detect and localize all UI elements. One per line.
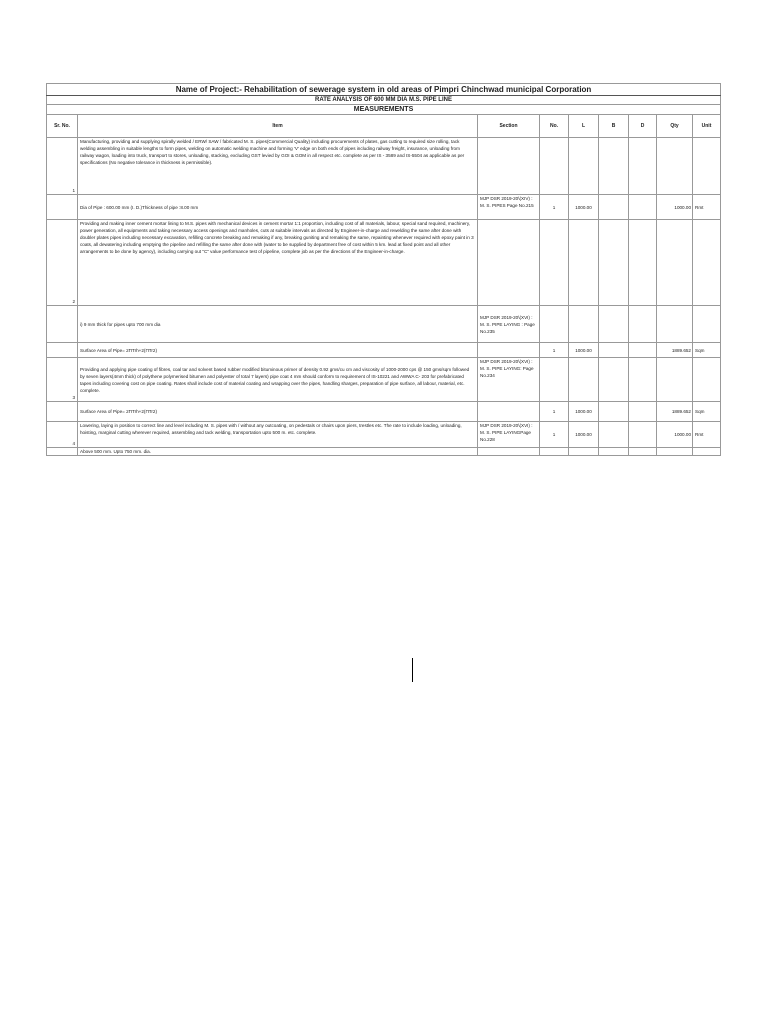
l-cell: 1000.00	[569, 402, 599, 422]
section-cell: MJP DSR 2019-20\(XIV) : M. S. PIPES Page No.215	[478, 195, 540, 220]
no-cell: 1	[540, 343, 569, 358]
item-cell: Above 500 mm. Upto 750 mm. dia.	[78, 448, 478, 456]
item-cell: Providing and applying pipe coating of fibres, coal tar and solvent based rubber modified bituminous primer of density 0.92 gms/cu cm and viscosity of 1000-2000 cps @ 150 gms/sqm followed by seven layers(4mm thick) of polythene polymerised bitumen and polyester of total 7 layers) pipe coat 4 mm should conform to requirement of IS-10221 and AWWA C- 203 for prefabricated tapes including covering cost on pipe coating. Rates shall include cost of material coating and wrapping over the pipes, handling sharges, preparation of pipe surface, all labour, material, etc. complete.	[78, 358, 478, 402]
project-title: Name of Project:- Rehabilitation of sewerage system in old areas of Pimpri Chinchwad municipal Corporation	[47, 84, 721, 96]
qty-cell: 1889.652	[657, 343, 693, 358]
measurement-table	[46, 83, 721, 456]
table-row	[47, 422, 721, 448]
item-cell: Dia of Pipe : 600.00 mm (I. D.)Thickness of pipe :8.00 mm	[78, 195, 478, 220]
l-cell: 1000.00	[569, 343, 599, 358]
l-cell	[569, 358, 599, 402]
unit-cell: Sqm	[693, 402, 721, 422]
b-cell	[599, 402, 629, 422]
b-cell	[599, 448, 629, 456]
text-cursor	[412, 658, 413, 682]
sr-no-cell	[47, 402, 78, 422]
b-cell	[599, 220, 629, 306]
unit-cell	[693, 358, 721, 402]
sr-no-cell: 1	[47, 138, 78, 195]
header-section: Section	[478, 115, 540, 138]
section-cell	[478, 448, 540, 456]
d-cell	[629, 402, 657, 422]
sr-no-cell: 2	[47, 220, 78, 306]
sr-no-cell	[47, 195, 78, 220]
table-row	[47, 448, 721, 456]
qty-cell	[657, 358, 693, 402]
d-cell	[629, 358, 657, 402]
qty-cell	[657, 220, 693, 306]
b-cell	[599, 306, 629, 343]
table-row	[47, 138, 721, 195]
section-cell	[478, 402, 540, 422]
header-d: D	[629, 115, 657, 138]
l-cell	[569, 448, 599, 456]
qty-cell	[657, 138, 693, 195]
item-cell: Providing and making inner cement mortar lining to M.S. pipes with mechanical devices in cement mortar 1:1 proportion, including cost of all materials, labour, special sand required, machinery, power generation, all equipments and taking necessary access openings and manholes, cuts at suitable intervals as directed by Engineer-in-charge and rewelding the same after done with doubler plates pipes including necessary excavation, refilling concrete breaking and remaking if any, breaking guniting and remaking the same, repainting whenever required with epoxy paint in 3 coats, all dewatering including emptying the pipeline and refilling the same after done with (water to be supplied by department free of cost within 5 km. lead at fixed point and all other arrangements to be done by agency), including carrying out "C" value performance test of pipeline, complete job as per the directions of the Engineer-in-charge.	[78, 220, 478, 306]
qty-cell	[657, 448, 693, 456]
header-no: No.	[540, 115, 569, 138]
sr-no-cell: 3	[47, 358, 78, 402]
sr-no-cell	[47, 343, 78, 358]
header-qty: Qty	[657, 115, 693, 138]
d-cell	[629, 306, 657, 343]
section-cell: MJP DSR 2019-20\(XVI) : M. S. PIPE LAYINGPage No.228	[478, 422, 540, 448]
item-cell: Manufacturing, providing and supplying spirally welded / ERW/ SAW / fabricated M. S. pipes(Commercial Quality) including procurements of plates, gas cutting to required size rolling, tack welding assembling in suitable lengths to form pipes, welding on automatic welding machine and forming 'V' edge on both ends of pipes including railway freight, insurance, unloading from railway wagon, loading into truck, transport to stores, unloading, stacking, excluding GST levied by GOI & GOM in all respect etc. complete as per IS - 3589 and IS-5504 as applicable as per specifications (No negative tolerance in thickness is permissible).	[78, 138, 478, 195]
measurements-row	[47, 105, 721, 115]
d-cell	[629, 195, 657, 220]
d-cell	[629, 422, 657, 448]
table-row	[47, 306, 721, 343]
unit-cell: Rmt	[693, 195, 721, 220]
unit-cell	[693, 306, 721, 343]
sr-no-cell	[47, 306, 78, 343]
qty-cell: 1000.00	[657, 422, 693, 448]
table-row	[47, 195, 721, 220]
section-cell	[478, 220, 540, 306]
no-cell	[540, 220, 569, 306]
rate-analysis-sheet	[46, 83, 720, 456]
unit-cell: Sqm	[693, 343, 721, 358]
no-cell: 1	[540, 195, 569, 220]
no-cell: 1	[540, 422, 569, 448]
no-cell: 1	[540, 402, 569, 422]
header-sr-no: Sr. No.	[47, 115, 78, 138]
b-cell	[599, 138, 629, 195]
header-b: B	[599, 115, 629, 138]
sr-no-cell: 4	[47, 422, 78, 448]
unit-cell: Rmt	[693, 422, 721, 448]
b-cell	[599, 195, 629, 220]
section-cell	[478, 138, 540, 195]
b-cell	[599, 358, 629, 402]
item-cell: Surface Area of Pipe= 2ΠTrh+2(ΠTr2)	[78, 402, 478, 422]
section-cell	[478, 343, 540, 358]
item-cell: Lowering, laying in position to correct line and level including M. S. pipes with / without any outcoating, on pedestals or chairs upon piers, trestles etc. The rate to include loading, unloading, hoisting, marginal cutting wherever required, assembling and tack welding, transportation upto 500 m. etc. complete.	[78, 422, 478, 448]
d-cell	[629, 220, 657, 306]
sr-no-cell	[47, 448, 78, 456]
header-unit: Unit	[693, 115, 721, 138]
no-cell	[540, 358, 569, 402]
header-item: Item	[78, 115, 478, 138]
measurements-label: MEASUREMENTS	[47, 105, 721, 115]
qty-cell	[657, 306, 693, 343]
l-cell: 1000.00	[569, 195, 599, 220]
analysis-title: RATE ANALYSIS OF 600 MM DIA M.S. PIPE LINE	[47, 96, 721, 105]
no-cell	[540, 306, 569, 343]
project-title-row	[47, 84, 721, 96]
unit-cell	[693, 138, 721, 195]
section-cell: MJP DSR 2019-20\(XVI) : M. S. PIPE LAYING: Page No.234	[478, 358, 540, 402]
no-cell	[540, 138, 569, 195]
table-row	[47, 402, 721, 422]
b-cell	[599, 343, 629, 358]
table-row	[47, 358, 721, 402]
no-cell	[540, 448, 569, 456]
item-cell: Surface Area of Pipe= 2ΠTrh+2(ΠTr2)	[78, 343, 478, 358]
section-cell: MJP DSR 2019-20\(XVI) : M. S. PIPE LAYING : Page No.235	[478, 306, 540, 343]
header-row	[47, 115, 721, 138]
l-cell: 1000.00	[569, 422, 599, 448]
l-cell	[569, 220, 599, 306]
item-cell: i) 9 mm thick for pipes upto 700 mm dia	[78, 306, 478, 343]
unit-cell	[693, 220, 721, 306]
b-cell	[599, 422, 629, 448]
l-cell	[569, 138, 599, 195]
table-row	[47, 343, 721, 358]
header-l: L	[569, 115, 599, 138]
qty-cell: 1000.00	[657, 195, 693, 220]
d-cell	[629, 343, 657, 358]
qty-cell: 1889.652	[657, 402, 693, 422]
table-row	[47, 220, 721, 306]
d-cell	[629, 138, 657, 195]
d-cell	[629, 448, 657, 456]
l-cell	[569, 306, 599, 343]
unit-cell	[693, 448, 721, 456]
analysis-title-row	[47, 96, 721, 105]
